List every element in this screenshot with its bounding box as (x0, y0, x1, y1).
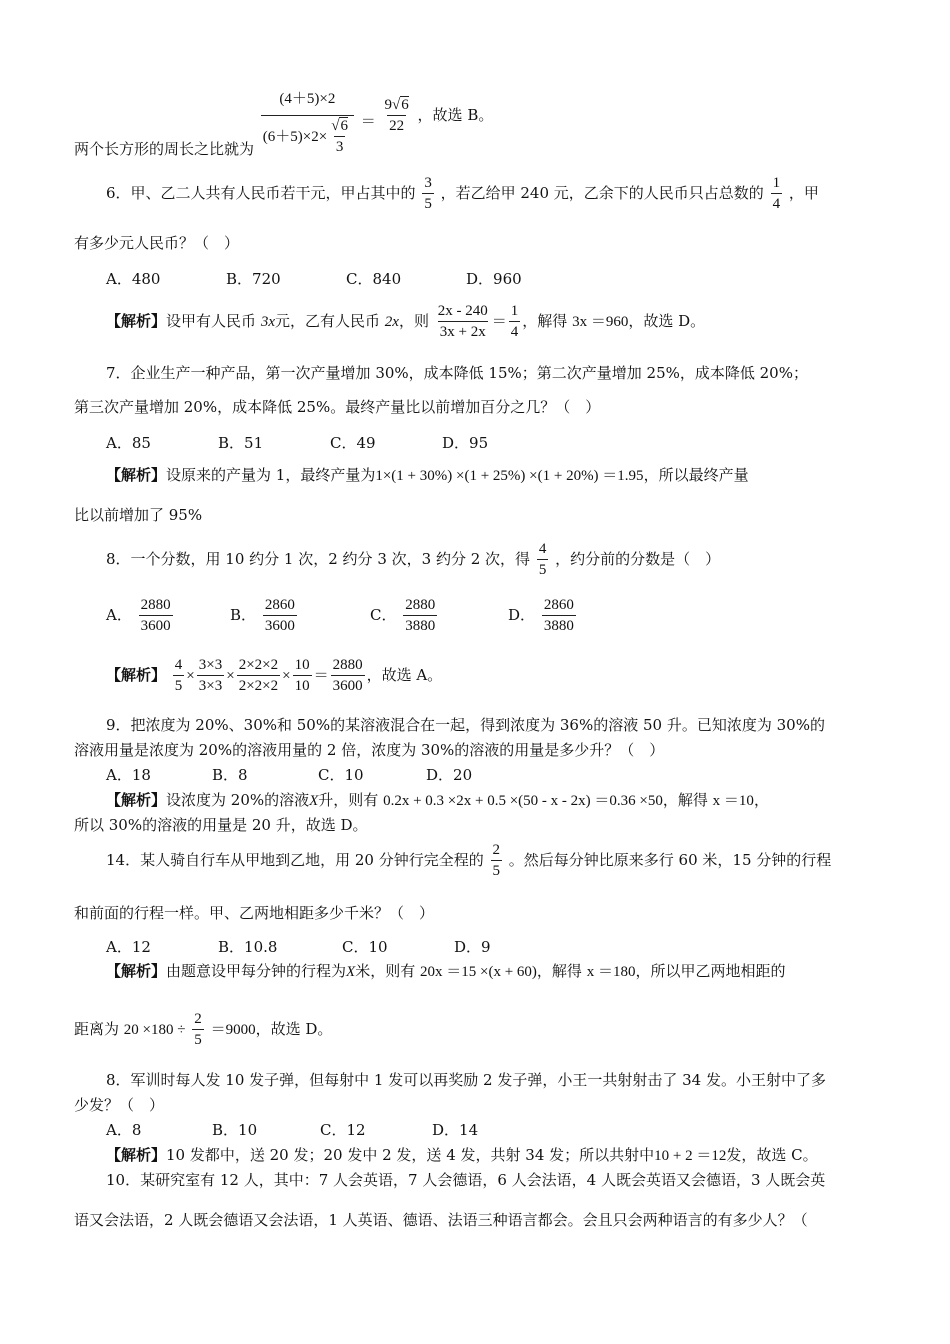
q6-option-a: A．480 (106, 270, 161, 288)
q8b-option-d: D．14 (432, 1121, 479, 1139)
q6-line1: 6．甲、乙二人共有人民币若干元，甲占其中的 $\frac{3}{5}$ ，若乙给甲 240 元，乙余下的人民币只占总数的 $\frac{1}{4}$ ，甲 (106, 175, 819, 212)
rect-ratio-numerator: (4＋5)×2 (279, 91, 336, 107)
q14-answer-label: 【解析】 (106, 962, 167, 980)
q14-option-b: B．10.8 (218, 938, 278, 956)
q14-option-d: D．9 (454, 938, 491, 956)
q10-line2: 语又会法语，2 人既会德语又会法语，1 人英语、德语、法语三种语言都会。会且只会两种语言的有多少人？（ (74, 1211, 808, 1229)
q14-line1: 14．某人骑自行车从甲地到乙地，用 20 分钟行完全程的 $\frac{2}{5}$ 。然后每分钟比原来多行 60 米，15 分钟的行程 (106, 842, 832, 879)
q8b-option-c: C．12 (320, 1121, 366, 1139)
q7-answer-line2: 比以前增加了 95% (74, 506, 203, 524)
q8b-option-a: A．8 (106, 1121, 142, 1139)
q7-answer: 【解析】设原来的产量为 1，最终产量为1×(1 + 30%) ×(1 + 25%) ×(1 + 20%) ＝1.95，所以最终产量 (106, 466, 749, 484)
q6-frac1: $\frac{3}{5}$ (424, 175, 432, 212)
q7-option-c: C．49 (330, 434, 376, 452)
q9-answer: 【解析】设浓度为 20%的溶液X升，则有 0.2x + 0.3 ×2x + 0.5 ×(50 - x - 2x) ＝0.36 ×50，解得 x ＝10， (106, 791, 769, 809)
q6-option-c: C．840 (346, 270, 402, 288)
q8a-option-c: C． $\frac{2880}{3880}$ (370, 597, 436, 634)
q8a-answer-label: 【解析】 (106, 666, 167, 684)
q8a-line1: 8．一个分数，用 10 约分 1 次，2 约分 3 次，3 约分 2 次，得 $\frac{4}{5}$ ，约分前的分数是（ ） (106, 541, 721, 578)
equals-sign: ＝ (360, 113, 376, 130)
q7-option-d: D．95 (442, 434, 489, 452)
q8a-option-d: D． $\frac{2860}{3880}$ (508, 597, 574, 634)
q7-option-a: A．85 (106, 434, 151, 452)
q14-option-a: A．12 (106, 938, 151, 956)
q6-option-d: D．960 (466, 270, 522, 288)
q14-frac: $\frac{2}{5}$ (492, 842, 500, 879)
rect-ratio-end: ，故选 B。 (417, 105, 494, 124)
rect-ratio-den-text: (6＋5)×2× (262, 128, 328, 145)
q9-option-a: A．18 (106, 766, 151, 784)
q8a-frac: $\frac{4}{5}$ (538, 541, 547, 578)
q9-option-d: D．20 (426, 766, 473, 784)
q10-line1: 10．某研究室有 12 人，其中：7 人会英语，7 人会德语，6 人会法语，4 人既会英语又会德语，3 人既会英 (106, 1171, 826, 1189)
q6-answer-frac: $\frac{2x - 240}{3x + 2x}$ (437, 303, 488, 340)
result-numerator: 9√6 (384, 96, 409, 113)
result-denominator: 22 (387, 115, 406, 134)
rect-ratio-result (383, 98, 411, 134)
q8b-option-b: B．10 (212, 1121, 258, 1139)
rect-ratio-denominator (261, 115, 354, 155)
q8a-option-a: A． $\frac{2880}{3600}$ (106, 597, 171, 634)
q9-answer-label: 【解析】 (106, 791, 167, 809)
q8b-answer: 【解析】10 发都中，送 20 发；20 发中 2 发，送 4 发，共射 34 发；所以共射中10 + 2 ＝12发，故选 C。 (106, 1146, 818, 1164)
q6-frac2: $\frac{1}{4}$ (772, 175, 781, 212)
q6-option-b: B．720 (226, 270, 281, 288)
sqrt-six: √6 (331, 118, 348, 134)
q14-option-c: C．10 (342, 938, 388, 956)
q14-answer-line2: 距离为 20 ×180 ÷ $\frac{2}{5}$ ＝9000，故选 D。 (74, 1011, 333, 1048)
sqrt-den-three: 3 (334, 136, 346, 155)
q8a-option-b: B． $\frac{2860}{3600}$ (230, 597, 295, 634)
q14-answer: 【解析】由题意设甲每分钟的行程为X米，则有 20x ＝15 ×(x + 60)，解得 x ＝180，所以甲乙两地相距的 (106, 962, 786, 980)
rect-ratio-line (74, 91, 494, 158)
q8b-answer-label: 【解析】 (106, 1146, 167, 1164)
q9-line1: 9．把浓度为 20%、30%和 50%的某溶液混合在一起，得到浓度为 36%的溶液 50 升。已知浓度为 30%的 (106, 716, 825, 734)
q7-line2: 第三次产量增加 20%，成本降低 25%。最终产量比以前增加百分之几？（ ） (74, 398, 601, 416)
q14-line2: 和前面的行程一样。甲、乙两地相距多少千米？（ ） (74, 904, 435, 922)
q6-answer-frac2: $\frac{1}{4}$ (510, 303, 519, 340)
rect-ratio-text: 两个长方形的周长之比就为 (74, 139, 255, 158)
q9-answer-line2: 所以 30%的溶液的用量是 20 升，故选 D。 (74, 816, 368, 834)
q9-option-b: B．8 (212, 766, 248, 784)
rect-ratio-den-sqrt-fraction (329, 119, 350, 155)
q9-line2: 溶液用量是浓度为 20%的溶液用量的 2 倍，浓度为 30%的溶液的用量是多少升？（ ） (74, 741, 665, 759)
rect-ratio-fraction (261, 92, 354, 155)
q7-line1: 7．企业生产一种产品，第一次产量增加 30%，成本降低 15%；第二次产量增加 25%，成本降低 20%； (106, 364, 808, 382)
q7-answer-label: 【解析】 (106, 466, 167, 484)
q9-option-c: C．10 (318, 766, 364, 784)
q6-answer: 【解析】设甲有人民币 3x元，乙有人民币 2x，则 $\frac{2x - 240}{3x + 2x}$ ＝ $\frac{1}{4}$ ，解得 3x ＝960，故选 D。 (106, 303, 706, 340)
q8b-line2: 少发？（ ） (74, 1096, 165, 1114)
q6-answer-label: 【解析】 (106, 312, 167, 330)
q7-option-b: B．51 (218, 434, 264, 452)
q6-line2: 有多少元人民币？（ ） (74, 234, 240, 252)
q8b-line1: 8．军训时每人发 10 发子弹，但每射中 1 发可以再奖励 2 发子弹，小王一共射射击了 34 发。小王射中了多 (106, 1071, 826, 1089)
q8a-answer: 【解析】 $\frac{4}{5}$ × $\frac{3\times 3}{3\times 3}$ × $\frac{2\times 2\times 2}{2\times 2\times 2}$ × $\frac{10}{10}$ ＝ $\frac{2880}{3600}$ ，故选 A。 (106, 657, 443, 694)
